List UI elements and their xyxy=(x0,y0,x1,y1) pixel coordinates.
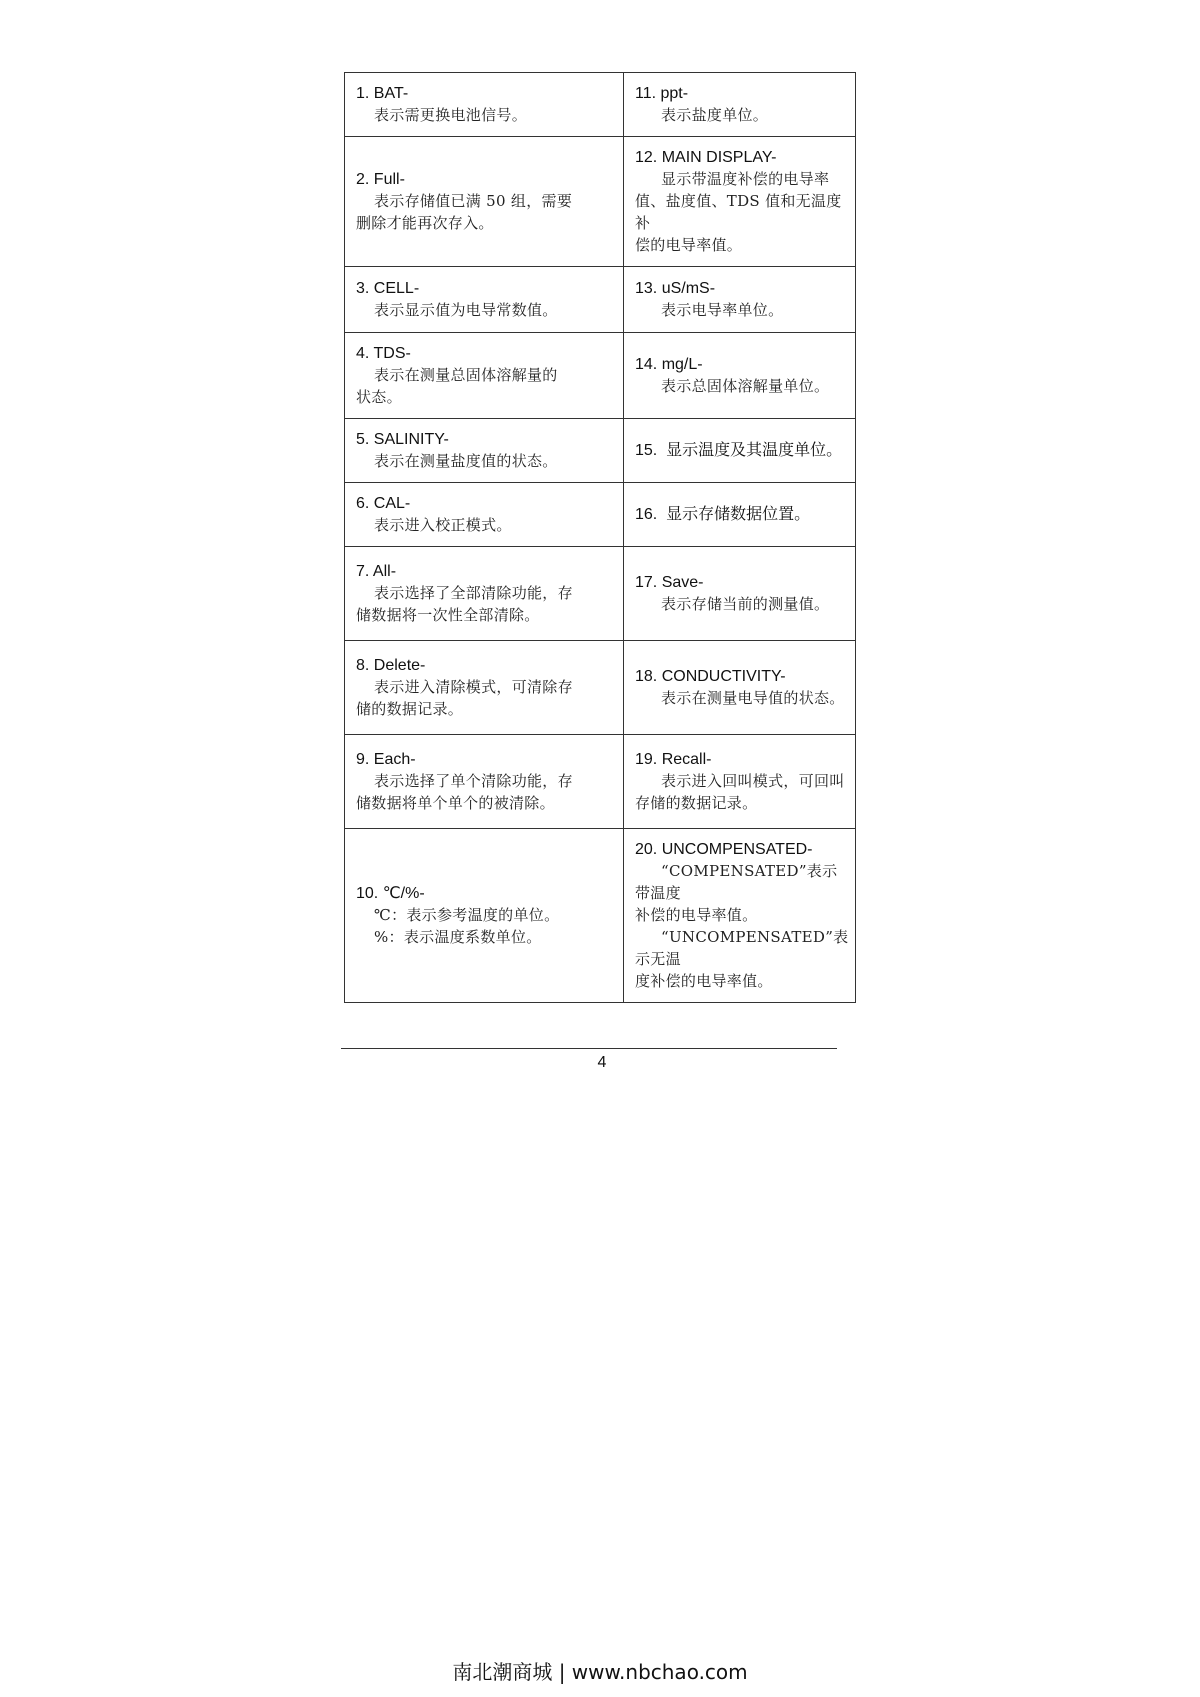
entry-title: 20. UNCOMPENSATED- xyxy=(635,841,813,858)
entry-title: 11. ppt- xyxy=(635,85,689,102)
entry-title: 15. 显示温度及其温度单位。 xyxy=(635,442,843,459)
entry-title: 10. ℃/%- xyxy=(356,885,425,902)
entry-title: 4. TDS- xyxy=(356,345,411,362)
entry-title: 14. mg/L- xyxy=(635,356,703,373)
entry-text: 表示需更换电池信号。 xyxy=(374,106,528,124)
entry-text: 表示电导率单位。 xyxy=(661,301,784,319)
entry-temperature xyxy=(624,419,856,483)
entry-text: 显示带温度补偿的电导率 xyxy=(661,170,830,188)
entry-text: %：表示温度系数单位。 xyxy=(374,928,542,946)
entry-title: 5. SALINITY- xyxy=(356,431,449,448)
entry-text: 状态。 xyxy=(356,388,402,406)
entry-text: 表示显示值为电导常数值。 xyxy=(374,301,558,319)
entry-text: 表示存储当前的测量值。 xyxy=(661,595,830,613)
entry-all xyxy=(345,547,624,641)
entry-text: 表示选择了单个清除功能，存 xyxy=(374,772,573,790)
entry-title: 8. Delete- xyxy=(356,657,426,674)
entry-text: 表示进入校正模式。 xyxy=(374,516,512,534)
footer-divider xyxy=(341,1048,837,1049)
entry-title: 9. Each- xyxy=(356,751,416,768)
entry-text: 存储的数据记录。 xyxy=(635,794,758,812)
entry-text: 储的数据记录。 xyxy=(356,700,464,718)
entry-tds xyxy=(345,333,624,419)
entry-text: 表示在测量电导值的状态。 xyxy=(661,689,845,707)
entry-text: “COMPENSATED”表示带温度 xyxy=(635,862,838,902)
entry-title: 13. uS/mS- xyxy=(635,280,716,297)
entry-text: 表示总固体溶解量单位。 xyxy=(661,377,830,395)
entry-title: 19. Recall- xyxy=(635,751,712,768)
page-number: 4 xyxy=(597,1054,607,1071)
entry-cal xyxy=(345,483,624,547)
entry-title: 7. All- xyxy=(356,563,397,580)
entry-main-display xyxy=(624,137,856,267)
entry-title: 3. CELL- xyxy=(356,280,420,297)
entry-delete xyxy=(345,641,624,735)
entry-text: 值、盐度值、TDS 值和无温度补 xyxy=(635,192,842,232)
entry-recall xyxy=(624,735,856,829)
definitions-table xyxy=(344,72,856,1003)
entry-text: “UNCOMPENSATED”表示无温 xyxy=(635,928,849,968)
entry-bat xyxy=(345,73,624,137)
entry-salinity xyxy=(345,419,624,483)
entry-each xyxy=(345,735,624,829)
entry-text: 补偿的电导率值。 xyxy=(635,906,758,924)
entry-save xyxy=(624,547,856,641)
site-footer-watermark: 南北潮商城 | www.nbchao.com xyxy=(452,1660,748,1684)
entry-title: 18. CONDUCTIVITY- xyxy=(635,668,786,685)
entry-text: 表示在测量盐度值的状态。 xyxy=(374,452,558,470)
entry-full xyxy=(345,137,624,267)
entry-text: 偿的电导率值。 xyxy=(635,236,743,254)
entry-text: 表示盐度单位。 xyxy=(661,106,769,124)
entry-title: 17. Save- xyxy=(635,574,704,591)
entry-text: 表示进入回叫模式，可回叫 xyxy=(661,772,845,790)
entry-text: 表示进入清除模式，可清除存 xyxy=(374,678,573,696)
entry-title: 12. MAIN DISPLAY- xyxy=(635,149,777,166)
entry-memory-location xyxy=(624,483,856,547)
entry-us-ms xyxy=(624,267,856,333)
entry-text: 表示在测量总固体溶解量的 xyxy=(374,366,558,384)
entry-ppt xyxy=(624,73,856,137)
entry-text: 度补偿的电导率值。 xyxy=(635,972,773,990)
entry-unit-temp-coef xyxy=(345,829,624,1003)
entry-title: 2. Full- xyxy=(356,171,405,188)
entry-conductivity xyxy=(624,641,856,735)
entry-text: 表示选择了全部清除功能，存 xyxy=(374,584,573,602)
entry-cell xyxy=(345,267,624,333)
entry-text: ℃：表示参考温度的单位。 xyxy=(374,906,560,924)
entry-uncompensated xyxy=(624,829,856,1003)
entry-title: 1. BAT- xyxy=(356,85,409,102)
entry-mg-l xyxy=(624,333,856,419)
entry-text: 表示存储值已满 50 组，需要 xyxy=(374,192,573,210)
entry-title: 16. 显示存储数据位置。 xyxy=(635,506,811,523)
entry-text: 删除才能再次存入。 xyxy=(356,214,494,232)
entry-text: 储数据将一次性全部清除。 xyxy=(356,606,540,624)
entry-title: 6. CAL- xyxy=(356,495,411,512)
entry-text: 储数据将单个单个的被清除。 xyxy=(356,794,555,812)
